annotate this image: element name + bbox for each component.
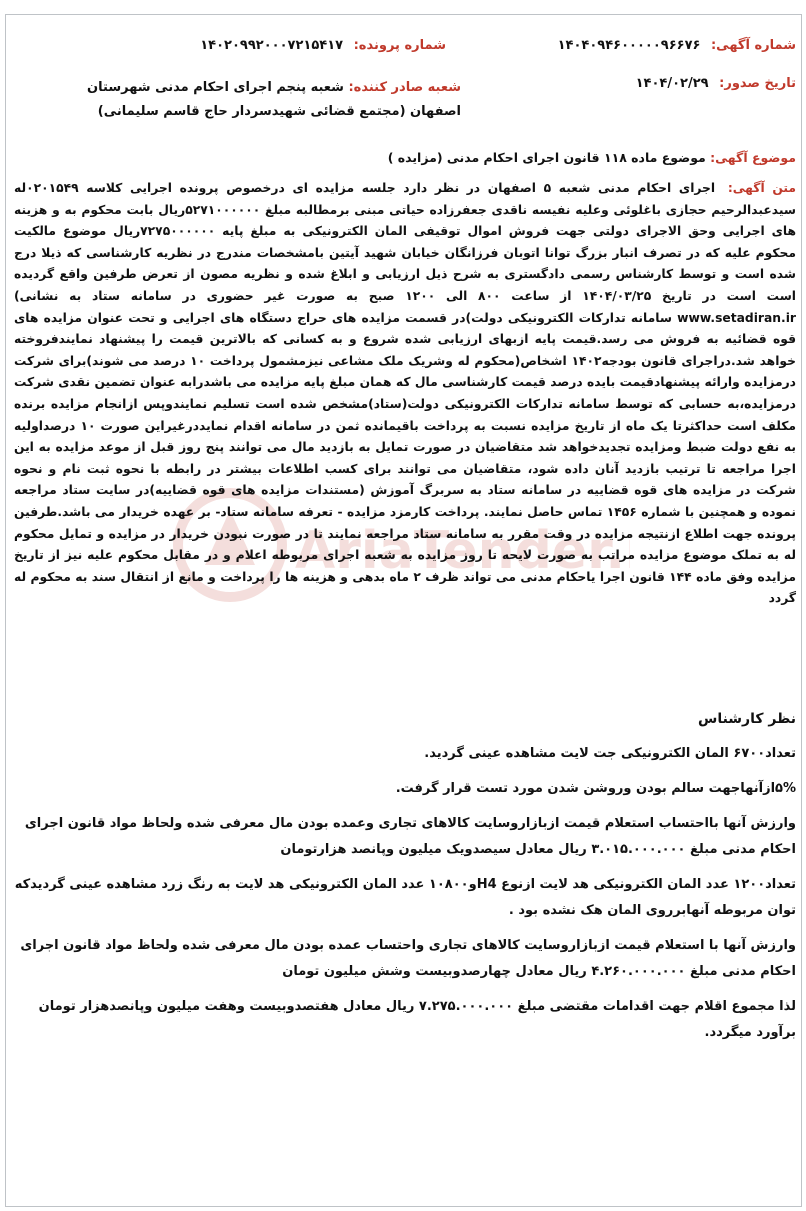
issuer-value: شعبه پنجم اجرای احکام مدنی شهرستان اصفهان (مجتمع قضائی شهیدسردار حاج قاسم سلیمانی) <box>87 80 461 119</box>
expert-paragraph: تعداد۶۷۰۰ المان الکترونیکی جت لایت مشاهده عینی گردید. <box>424 746 796 761</box>
case-number-value: ۱۴۰۲۰۹۹۲۰۰۰۷۲۱۵۴۱۷ <box>200 38 344 53</box>
issue-date <box>636 76 796 91</box>
issue-date-label: تاریخ صدور: <box>719 76 796 91</box>
case-number <box>200 38 446 53</box>
expert-paragraph: لذا مجموع اقلام جهت اقدامات مقتضی مبلغ ۷.۲۷۵.۰۰۰.۰۰۰ ریال معادل هفتصدوبیست وهفت میلیون وپانصدهزار تومان برآورد میگردد. <box>38 999 796 1040</box>
ad-number-label: شماره آگهی: <box>710 38 796 53</box>
expert-opinion <box>14 706 796 1046</box>
case-number-label: شماره پرونده: <box>353 38 446 53</box>
issuer-label: شعبه صادر کننده: <box>348 80 461 95</box>
ad-text <box>14 178 796 610</box>
expert-paragraph: تعداد۱۲۰۰ عدد المان الکترونیکی هد لایت ازنوع H4و۱۰۸۰۰ عدد المان الکترونیکی هد لایت به رنگ زرد مشاهده عینی گردیدکه توان مربوطه آنهابرروی المان هک نشده بود . <box>14 877 796 918</box>
expert-title: نظر کارشناس <box>698 711 796 727</box>
subject-label: موضوع آگهی: <box>710 150 796 165</box>
ad-text-value: اجرای احکام مدنی شعبه ۵ اصفهان در نظر دارد جلسه مزایده ای درخصوص پرونده اجرایی کلاسه ۰۲۰۱۵۴۹له سیدعبدالرحیم حجازی باغلوئی وعلیه نفیسه ناقدی جعفرزاده حیاتی مبنی برمطالبه مبلغ ۵۲۷۱۰۰۰۰۰۰ریال بابت محکوم به و هزینه های اجرایی وحق الاجرای دولتی جهت فروش اموال توقیفی المان الکترونیکی به مبلغ پایه ۷۲۷۵۰۰۰۰۰۰ریال موضوع مالکیت محکوم علیه که در تصرف انبار بزرگ توانا اتوبان فرزانگان خیابان شهید آیتین بامشخصات مندرج در نظریه کارشناسی که ذیلا درج شده است و توسط کارشناس رسمی دادگستری به شرح ذیل ارزیابی و ابلاغ شده و نظریه مصون از تعرض طرفین واقع گردیده است است در تاریخ ۱۴۰۴/۰۳/۲۵ از ساعت ۸۰۰ الی ۱۲۰۰ صبح به صورت غیر حضوری در سامانه ستاد به نشانی) www.setadiran.ir سامانه تدارکات الکترونیکی دولت)در قسمت مزایده های حراج دستگاه های اجرایی و تحت عنوان مزایده های قوه قضائیه به فروش می رسد.قیمت پایه ازبهای ارزیابی شده شروع و به کسانی که بالاترین قیمت را پیشنهاد نمایندفروخته خواهد شد.دراجرای قانون بودجه۱۴۰۲ اشخاص(محکوم له وشریک ملک مشاعی نیزمشمول پرداخت ۱۰ درصد می شوند)برای شرکت درمزایده وارائه پیشنهادقیمت بایده درصد قیمت کارشناسی مال که همان مبلغ پایه مزایده می باشدرابه عنوان تضمین نقدی شرکت درمزایده،به حسابی که توسط سامانه تدارکات الکترونیکی دولت(ستاد)مشخص شده است تسلیم نمایندوپس ازانجام مزایده برنده مکلف است حداکثرتا یک ماه از تاریخ مزایده نسبت به پرداخت باقیمانده ثمن در سامانه اقدام نمایددرغیراین صورت ۱۰ درصداولیه به نفع دولت ضبط ومزایده تجدیدخواهد شد متقاضیان در صورت تمایل به بازدید مال می توانند پنج روز قبل از موعد مزایده به این اجرا مراجعه تا ترتیب بازدید آنان داده شود، متقاضیان می توانند برای کسب اطلاعات بیشتر در رابطه با نحوه ثبت نام و نحوه شرکت در مزایده های قوه قضاییه در سامانه ستاد به سربرگ آموزش (مستندات مزایده های قوه قضاییه)در سایت ستاد مراجعه نموده و همچنین با شماره ۱۴۵۶ تماس حاصل نمایند. پرداخت کارمزد مزایده - تعرفه سامانه ستاد- بر عهده خریدار می باشد.طرفین پرونده جهت اطلاع ازنتیجه مزایده در وقت مقرر به سامانه ستاد مراجعه نمایند تا در صورت نبودن خریدار در مزایده و تمایل محکوم له به تملک موضوع مزایده مراتب به صورت لایحه تا روز مزایده به شعبه اجرای مربوطه اعلام و در مقابل محکوم علیه نیز از تاریخ مزایده وفق ماده ۱۴۴ قانون اجرا یاحکام مدنی می تواند ظرف ۲ ماه بدهی و هزینه ها را پرداخت و مانع از انتقال سند به محکوم له گردد <box>14 181 797 606</box>
ad-number <box>558 38 796 53</box>
expert-paragraph: ۵%ازآنهاجهت سالم بودن وروشن شدن مورد تست قرار گرفت. <box>395 781 796 796</box>
subject-value: موضوع ماده ۱۱۸ قانون اجرای احکام مدنی (مزایده ) <box>387 150 706 165</box>
expert-paragraph: وارزش آنها با استعلام قیمت ازبازاروسایت کالاهای تجاری واحتساب عمده بودن مال معرفی شده ولحاظ مواد قانون اجرای احکام مدنی مبلغ ۴.۲۶۰.۰۰۰.۰۰۰ ریال معادل چهارصدوبیست وشش میلیون تومان <box>20 938 796 979</box>
subject <box>388 150 796 165</box>
ad-number-value: ۱۴۰۴۰۹۴۶۰۰۰۰۰۹۶۶۷۶ <box>557 38 701 53</box>
issue-date-value: ۱۴۰۴/۰۲/۲۹ <box>635 76 709 91</box>
issuer <box>51 76 461 124</box>
expert-paragraph: وارزش آنها بااحتساب استعلام قیمت ازبازاروسایت کالاهای تجاری وعمده بودن مال معرفی شده ولحاظ مواد قانون اجرای احکام مدنی مبلغ ۳.۰۱۵.۰۰۰.۰۰۰ ریال معادل سیصدویک میلیون وپانصد هزارتومان <box>24 816 796 857</box>
ad-text-label: متن آگهی: <box>727 181 797 195</box>
